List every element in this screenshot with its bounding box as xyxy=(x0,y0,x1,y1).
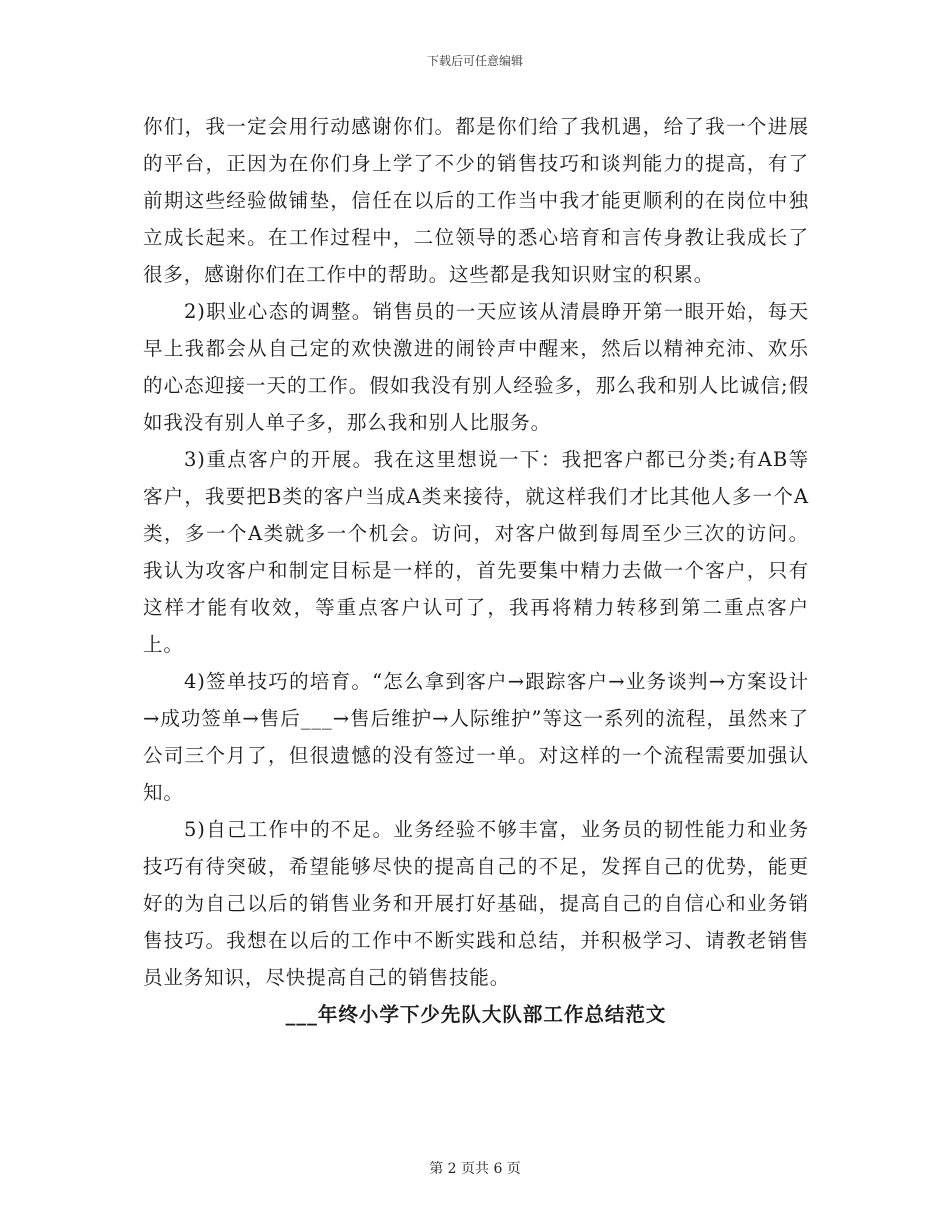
page-number: 第 2 页共 6 页 xyxy=(429,1161,521,1177)
paragraph-career-mindset: 2)职业心态的调整。销售员的一天应该从清晨睁开第一眼开始，每天早上我都会从自己定的欢快激进的闹铃声中醒来，然后以精神充沛、欢乐的心态迎接一天的工作。假如我没有别人经验多，那么我和别人比诚信;假如我没有别人单子多，那么我和别人比服务。 xyxy=(143,300,809,434)
paragraph-shortcomings: 5)自己工作中的不足。业务经验不够丰富，业务员的韧性能力和业务技巧有待突破，希望能够尽快的提高自己的不足，发挥自己的优势，能更好的为自己以后的销售业务和开展打好基础，提高自己的自信心和业务销售技巧。我想在以后的工作中不断实践和总结，并积极学习、请教老销售员业务知识，尽快提高自己的销售技能。 xyxy=(143,818,809,989)
document-body xyxy=(143,108,809,1033)
paragraph-signing-skills: 4)签单技巧的培育。“怎么拿到客户→跟踪客户→业务谈判→方案设计→成功签单→售后___→售后维护→人际维护”等这一系列的流程，虽然来了公司三个月了，但很遗憾的没有签过一单。对这样的一个流程需要加强认知。 xyxy=(143,670,809,804)
page-header: 下载后可任意编辑 xyxy=(426,54,523,68)
paragraph-continuation: 你们，我一定会用行动感谢你们。都是你们给了我机遇，给了我一个进展的平台，正因为在你们身上学了不少的销售技巧和谈判能力的提高，有了前期这些经验做铺垫，信任在以后的工作当中我才能更顺利的在岗位中独立成长起来。在工作过程中，二位领导的悉心培育和言传身教让我成长了很多，感谢你们在工作中的帮助。这些都是我知识财宝的积累。 xyxy=(143,115,809,286)
section-title: ___年终小学下少先队大队部工作总结范文 xyxy=(285,1003,667,1026)
paragraph-key-clients: 3)重点客户的开展。我在这里想说一下：我把客户都已分类;有AB等客户，我要把B类的客户当成A类来接待，就这样我们才比其他人多一个A类，多一个A类就多一个机会。访问，对客户做到每周至少三次的访问。我认为攻客户和制定目标是一样的，首先要集中精力去做一个客户，只有这样才能有收效，等重点客户认可了，我再将精力转移到第二重点客户上。 xyxy=(143,448,809,656)
